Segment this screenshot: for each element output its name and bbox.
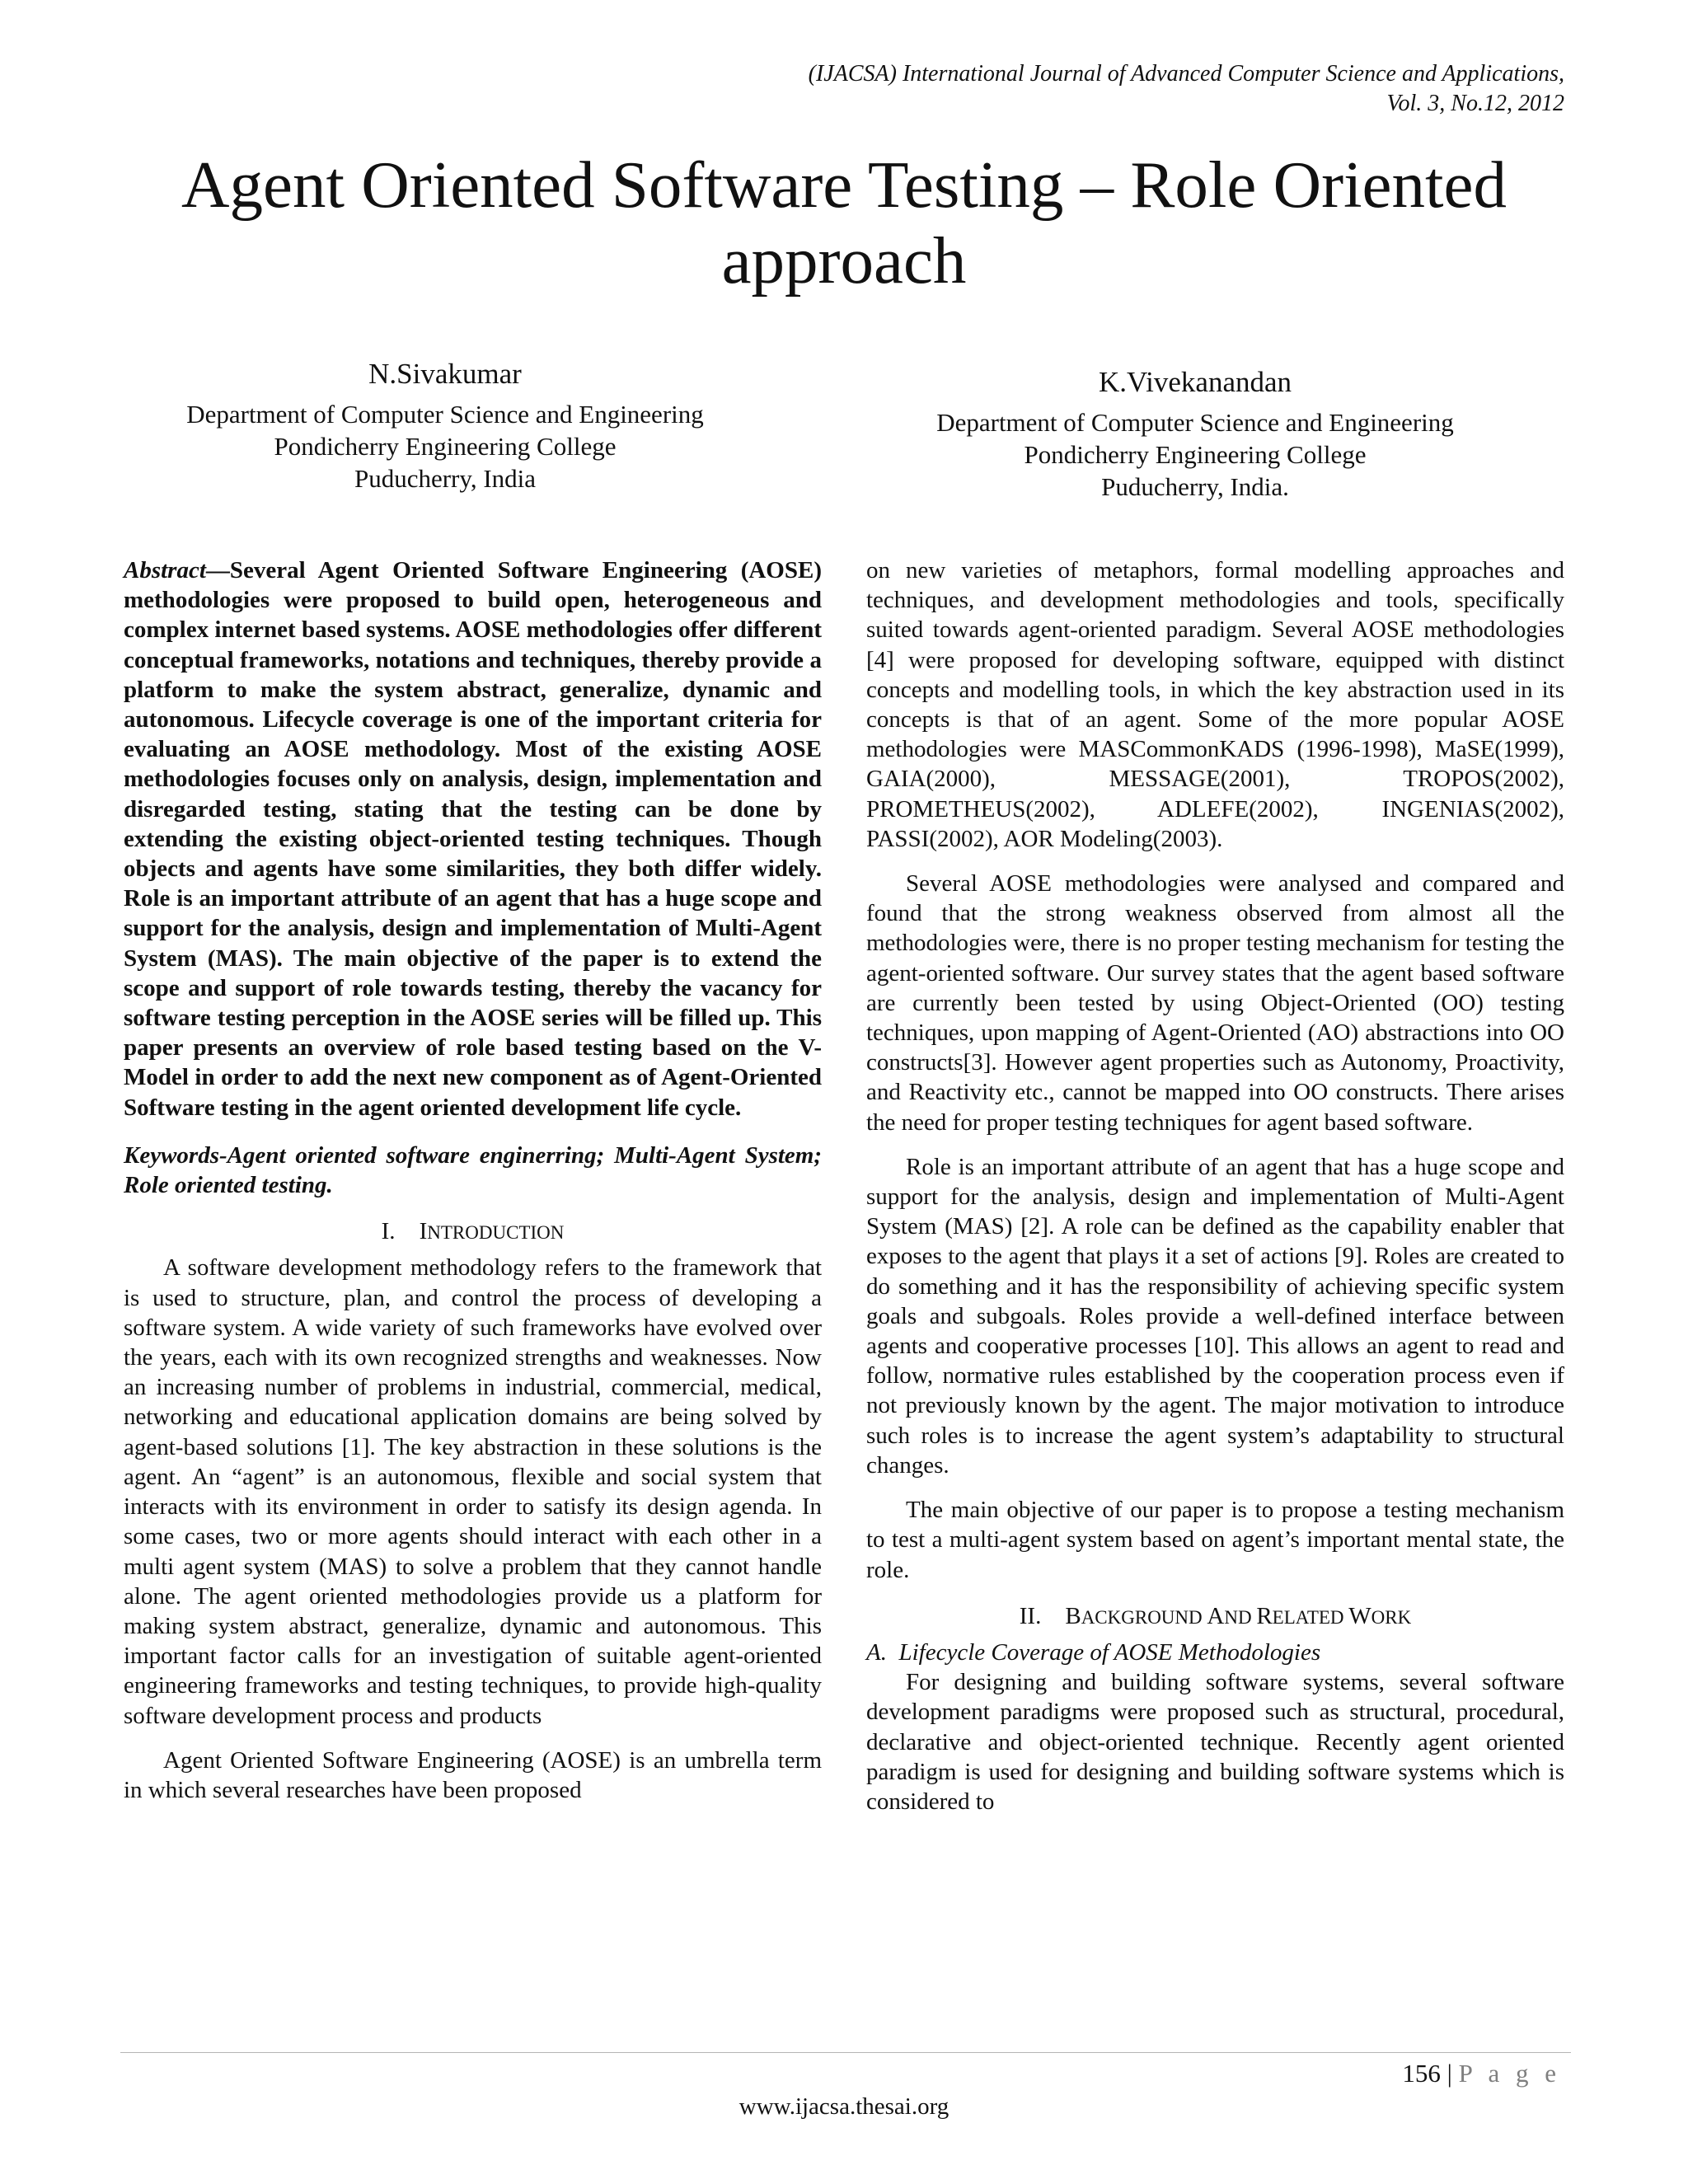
journal-header [809,59,1564,119]
right-paragraph-2: Several AOSE methodologies were analysed and compared and found that the strong weakness observed from almost all the methodologies were, there is no proper testing mechanism for testing the agent-oriented software. Our survey states that the agent based software are currently been tested by using Object-Oriented (OO) testing techniques, upon mapping of Agent-Oriented (AO) abstractions into OO constructs[3]. However agent properties such as Autonomy, Proactivity, and Reactivity etc., cannot be mapped into OO constructs. There arises the need for proper testing techniques for agent based software. [866,870,1564,1136]
author-department: Department of Computer Science and Engineering [936,408,1454,437]
journal-name: (IJACSA) International Journal of Advanced Computer Science and Applications, [808,61,1564,87]
right-paragraph-1: on new varieties of metaphors, formal modelling approaches and techniques, and development methodologies and tools, specifically suited towards agent-oriented paradigm. Several AOSE methodologies [4] were proposed for developing software, equipped with distinct concepts and modelling tools, in which the key abstraction used in its concepts is that of an agent. Some of the more popular AOSE methodologies were MASCommonKADS (1996-1998), MaSE(1999), GAIA(2000), MESSAGE(2001), TROPOS(2002), PROMETHEUS(2002), ADLEFE(2002), INGENIAS(2002), PASSI(2002), AOR Modeling(2003). [866,557,1564,852]
right-paragraph-3: Role is an important attribute of an agent that has a huge scope and support for the analysis, design and implementation of Multi-Agent System (MAS) [2]. A role can be defined as the capability enabler that exposes to the agent that plays it a set of actions [9]. Roles are created to do something and it has the responsibility of achieving specific system goals and subgoals. Roles provide a well-defined interface between agents and cooperative processes [10]. This allows an agent to read and follow, normative rules established by the cooperation process even if not previously known by the agent. The major motivation to introduce such roles is to increase the agent system’s adaptability to structural changes. [866,1153,1564,1479]
author-name: N.Sivakumar [368,358,522,390]
footer-url[interactable]: www.ijacsa.thesai.org [738,2093,950,2120]
author-college: Pondicherry Engineering College [1024,440,1367,469]
subsection-heading: A. Lifecycle Coverage of AOSE Methodologies [866,1638,1321,1666]
right-column [866,555,1564,1816]
intro-paragraph-1: A software development methodology refers to the framework that is used to structure, plan, and control the process of developing a software system. A wide variety of such frameworks have evolved over the years, each with its own recognized strengths and weaknesses. Now an increasing number of problems in industrial, commercial, medical, networking and educational application domains are being solved by agent-based solutions [1]. The key abstraction in these solutions is the agent. An “agent” is an autonomous, flexible and social system that interacts with its environment in order to satisfy its design agenda. In some cases, two or more agents should interact with each other in a multi agent system (MAS) to solve a problem that they cannot handle alone. The agent oriented methodologies provide us a platform for making system abstract, generalize, dynamic and autonomous. This important factor calls for an investigation of suitable agent-oriented engineering frameworks and testing techniques, to provide high-quality software development process and products [124,1254,822,1729]
author-location: Puducherry, India. [1101,472,1289,501]
paper-title-line-2: approach [721,223,967,298]
author-location: Puducherry, India [354,464,537,493]
author-block-1 [132,358,758,494]
author-name: K.Vivekanandan [1098,366,1292,398]
abstract-text: —Several Agent Oriented Software Engineering (AOSE) methodologies were proposed to build open, heterogeneous and complex internet based systems. AOSE methodologies offer different conceptual frameworks, notations and techniques, thereby provide a platform to make the system abstract, generalize, dynamic and autonomous. Lifecycle coverage is one of the important criteria for evaluating an AOSE methodology. Most of the existing AOSE methodologies focuses only on analysis, design, implementation and disregarded testing, stating that the testing can be done by extending the existing object-oriented testing techniques. Though objects and agents have some similarities, they both differ widely. Role is an important attribute of an agent that has a huge scope and support for the analysis, design and implementation of Multi-Agent System (MAS). The main objective of the paper is to extend the scope and support of role towards testing, thereby the vacancy for software testing perception in the AOSE series will be filled up. This paper presents an overview of role based testing based on the V-Model in order to add the next new component as of Agent-Oriented Software testing in the agent oriented development life cycle. [124,557,822,1121]
abstract [124,555,822,1122]
author-college: Pondicherry Engineering College [274,432,617,461]
intro-paragraph-2: Agent Oriented Software Engineering (AOSE) is an umbrella term in which several researches have been proposed [124,1746,822,1803]
journal-volume: Vol. 3, No.12, 2012 [1386,91,1564,116]
paper-title-line-1: Agent Oriented Software Testing – Role Oriented [181,148,1507,222]
footer-divider [120,2052,1571,2053]
left-column [124,555,822,1805]
right-paragraph-4: The main objective of our paper is to propose a testing mechanism to test a multi-agent system based on agent’s important mental state, the role. [866,1497,1564,1583]
page-number: 156 | P a g e [1402,2059,1561,2088]
keywords: Keywords-Agent oriented software enginerring; Multi-Agent System; Role oriented testing. [124,1141,822,1199]
section-heading-background: II. BACKGROUND AND RELATED WORK [1019,1602,1412,1629]
section-heading-introduction: I. INTRODUCTION [381,1218,565,1245]
paper-title [124,147,1564,298]
author-block-2 [882,366,1508,503]
abstract-label: Abstract [124,557,206,583]
background-paragraph-1: For designing and building software systems, several software development paradigms were proposed such as structural, procedural, declarative and object-oriented technique. Recently agent oriented paradigm is used for designing and building software systems which is considered to [866,1669,1564,1815]
author-department: Department of Computer Science and Engineering [186,400,704,429]
